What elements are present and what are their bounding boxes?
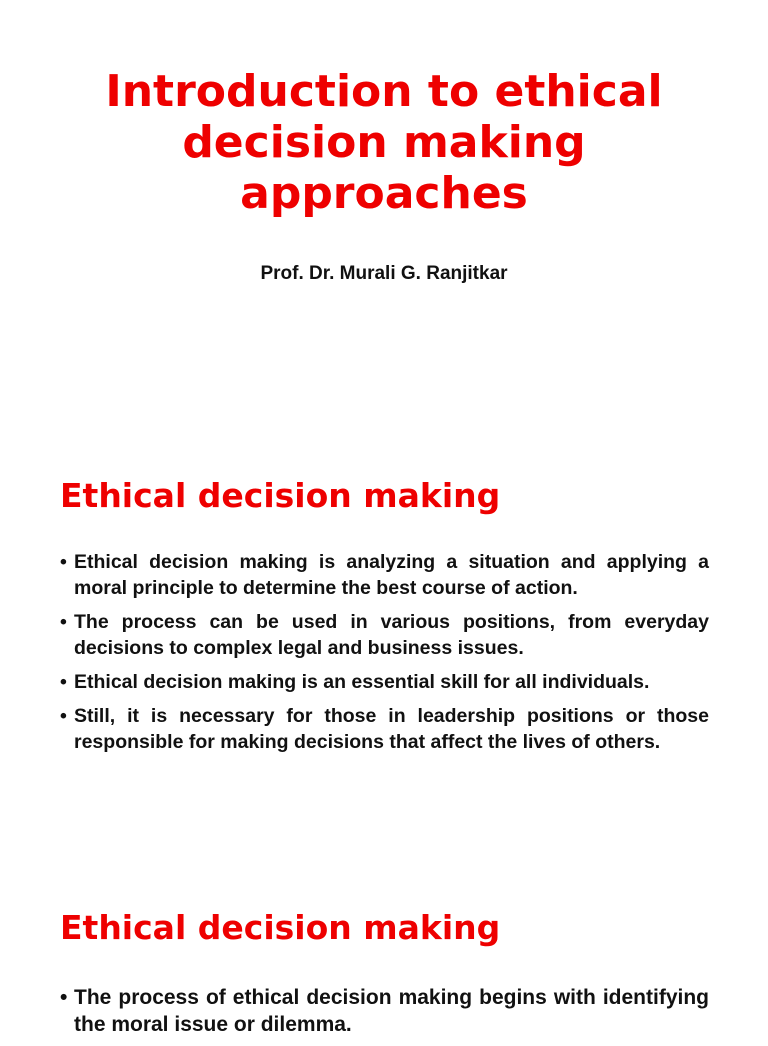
bullet-icon: • — [60, 551, 67, 573]
bullet-text: Ethical decision making is analyzing a situation and applying a moral principle to determine the best course of action. — [74, 551, 709, 599]
slide-heading: Ethical decision making — [60, 908, 501, 947]
bullet-text: The process can be used in various positions, from everyday decisions to complex legal and business issues. — [74, 611, 709, 659]
bullet-text: Still, it is necessary for those in leadership positions or those responsible for making decisions that affect the lives of others. — [74, 705, 709, 753]
bullet-list — [60, 549, 709, 763]
title-slide — [0, 0, 768, 432]
bullet-list — [60, 984, 709, 1046]
bullet-item — [60, 669, 709, 695]
bullet-icon: • — [60, 986, 68, 1009]
content-slide-1 — [0, 432, 768, 864]
bullet-item — [60, 549, 709, 601]
bullet-icon: • — [60, 611, 67, 633]
bullet-icon: • — [60, 705, 67, 727]
bullet-item — [60, 703, 709, 755]
bullet-text: Ethical decision making is an essential skill for all individuals. — [74, 671, 650, 693]
slide-heading: Ethical decision making — [60, 476, 501, 515]
bullet-item — [60, 984, 709, 1038]
content-slide-2 — [0, 864, 768, 1036]
author-name: Prof. Dr. Murali G. Ranjitkar — [260, 263, 508, 284]
bullet-text: The process of ethical decision making begins with identifying the moral issue or dilemma. — [74, 986, 709, 1036]
deck-title: Introduction to ethical decision making approaches — [105, 66, 663, 219]
bullet-item — [60, 609, 709, 661]
bullet-icon: • — [60, 671, 67, 693]
